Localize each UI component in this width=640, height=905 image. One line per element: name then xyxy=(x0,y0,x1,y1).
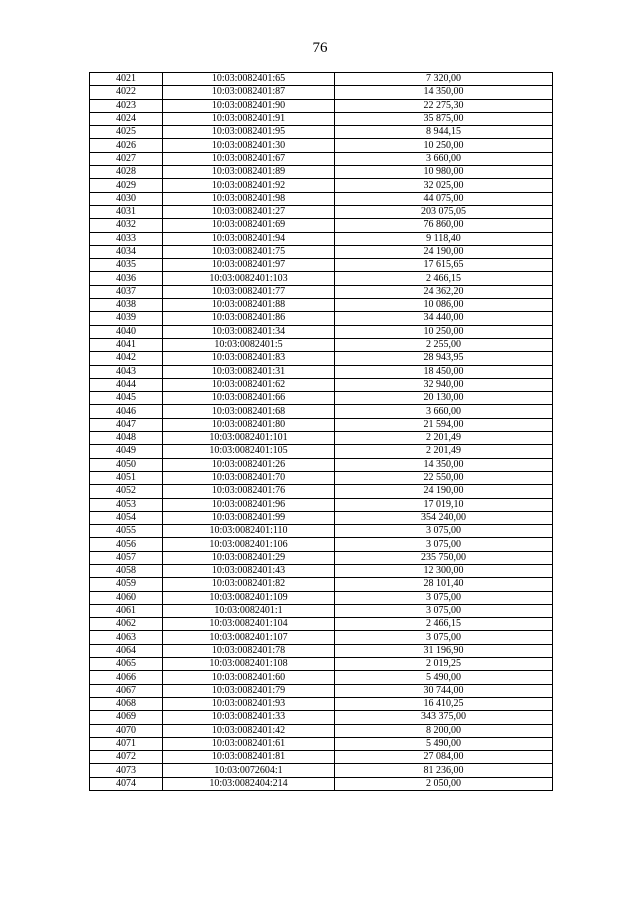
row-number-cell: 4039 xyxy=(90,312,163,325)
table-row xyxy=(90,564,553,577)
cadastral-number-cell: 10:03:0082401:96 xyxy=(163,498,335,511)
row-number-cell: 4031 xyxy=(90,205,163,218)
cadastral-number-cell: 10:03:0082401:43 xyxy=(163,564,335,577)
cadastral-number-cell: 10:03:0082401:106 xyxy=(163,538,335,551)
table-row xyxy=(90,166,553,179)
row-number-cell: 4059 xyxy=(90,578,163,591)
table-row xyxy=(90,671,553,684)
value-cell: 17 019,10 xyxy=(335,498,553,511)
cadastral-number-cell: 10:03:0082401:94 xyxy=(163,232,335,245)
value-cell: 3 075,00 xyxy=(335,525,553,538)
value-cell: 3 075,00 xyxy=(335,591,553,604)
row-number-cell: 4027 xyxy=(90,152,163,165)
table-row xyxy=(90,312,553,325)
cadastral-number-cell: 10:03:0082401:66 xyxy=(163,392,335,405)
table-row xyxy=(90,285,553,298)
value-cell: 34 440,00 xyxy=(335,312,553,325)
row-number-cell: 4051 xyxy=(90,471,163,484)
cadastral-number-cell: 10:03:0082401:75 xyxy=(163,245,335,258)
row-number-cell: 4035 xyxy=(90,259,163,272)
value-cell: 5 490,00 xyxy=(335,737,553,750)
table-row xyxy=(90,73,553,86)
cadastral-number-cell: 10:03:0082401:61 xyxy=(163,737,335,750)
table-row xyxy=(90,498,553,511)
table-row xyxy=(90,684,553,697)
row-number-cell: 4057 xyxy=(90,551,163,564)
row-number-cell: 4047 xyxy=(90,418,163,431)
cadastral-number-cell: 10:03:0082401:95 xyxy=(163,126,335,139)
row-number-cell: 4034 xyxy=(90,245,163,258)
table-row xyxy=(90,471,553,484)
value-cell: 30 744,00 xyxy=(335,684,553,697)
table-row xyxy=(90,245,553,258)
row-number-cell: 4024 xyxy=(90,112,163,125)
table-row xyxy=(90,152,553,165)
table-row xyxy=(90,751,553,764)
value-cell: 3 660,00 xyxy=(335,405,553,418)
value-cell: 3 075,00 xyxy=(335,631,553,644)
cadastral-number-cell: 10:03:0082401:98 xyxy=(163,192,335,205)
table-row xyxy=(90,724,553,737)
value-cell: 2 050,00 xyxy=(335,777,553,790)
cadastral-number-cell: 10:03:0082401:89 xyxy=(163,166,335,179)
table-row xyxy=(90,644,553,657)
cadastral-number-cell: 10:03:0082401:65 xyxy=(163,73,335,86)
row-number-cell: 4023 xyxy=(90,99,163,112)
row-number-cell: 4038 xyxy=(90,299,163,312)
cadastral-number-cell: 10:03:0082401:83 xyxy=(163,352,335,365)
row-number-cell: 4046 xyxy=(90,405,163,418)
table-row xyxy=(90,405,553,418)
cadastral-number-cell: 10:03:0082401:27 xyxy=(163,205,335,218)
table-row xyxy=(90,604,553,617)
table-row xyxy=(90,764,553,777)
cadastral-number-cell: 10:03:0082401:110 xyxy=(163,525,335,538)
value-cell: 8 200,00 xyxy=(335,724,553,737)
cadastral-number-cell: 10:03:0082401:88 xyxy=(163,299,335,312)
row-number-cell: 4052 xyxy=(90,485,163,498)
value-cell: 10 250,00 xyxy=(335,325,553,338)
table-row xyxy=(90,205,553,218)
table-row xyxy=(90,458,553,471)
cadastral-number-cell: 10:03:0082401:109 xyxy=(163,591,335,604)
table-row xyxy=(90,525,553,538)
cadastral-number-cell: 10:03:0082401:33 xyxy=(163,711,335,724)
table-row xyxy=(90,352,553,365)
cadastral-number-cell: 10:03:0082401:30 xyxy=(163,139,335,152)
row-number-cell: 4028 xyxy=(90,166,163,179)
value-cell: 76 860,00 xyxy=(335,219,553,232)
value-cell: 2 466,15 xyxy=(335,272,553,285)
value-cell: 2 201,49 xyxy=(335,432,553,445)
row-number-cell: 4063 xyxy=(90,631,163,644)
row-number-cell: 4072 xyxy=(90,751,163,764)
cadastral-number-cell: 10:03:0072604:1 xyxy=(163,764,335,777)
value-cell: 10 250,00 xyxy=(335,139,553,152)
value-cell: 14 350,00 xyxy=(335,86,553,99)
table-row xyxy=(90,578,553,591)
value-cell: 32 025,00 xyxy=(335,179,553,192)
value-cell: 28 101,40 xyxy=(335,578,553,591)
row-number-cell: 4069 xyxy=(90,711,163,724)
row-number-cell: 4042 xyxy=(90,352,163,365)
row-number-cell: 4073 xyxy=(90,764,163,777)
table-row xyxy=(90,192,553,205)
table-row xyxy=(90,325,553,338)
value-cell: 3 660,00 xyxy=(335,152,553,165)
row-number-cell: 4041 xyxy=(90,338,163,351)
cadastral-number-cell: 10:03:0082401:93 xyxy=(163,697,335,710)
value-cell: 14 350,00 xyxy=(335,458,553,471)
row-number-cell: 4058 xyxy=(90,564,163,577)
cadastral-number-cell: 10:03:0082401:99 xyxy=(163,511,335,524)
table-row xyxy=(90,392,553,405)
table-row xyxy=(90,737,553,750)
table-row xyxy=(90,658,553,671)
row-number-cell: 4074 xyxy=(90,777,163,790)
value-cell: 17 615,65 xyxy=(335,259,553,272)
value-cell: 12 300,00 xyxy=(335,564,553,577)
cadastral-number-cell: 10:03:0082401:81 xyxy=(163,751,335,764)
row-number-cell: 4040 xyxy=(90,325,163,338)
row-number-cell: 4060 xyxy=(90,591,163,604)
table-row xyxy=(90,99,553,112)
value-cell: 24 362,20 xyxy=(335,285,553,298)
row-number-cell: 4025 xyxy=(90,126,163,139)
row-number-cell: 4061 xyxy=(90,604,163,617)
cadastral-number-cell: 10:03:0082401:62 xyxy=(163,378,335,391)
row-number-cell: 4033 xyxy=(90,232,163,245)
value-cell: 24 190,00 xyxy=(335,485,553,498)
value-cell: 2 255,00 xyxy=(335,338,553,351)
row-number-cell: 4054 xyxy=(90,511,163,524)
table-row xyxy=(90,112,553,125)
row-number-cell: 4036 xyxy=(90,272,163,285)
row-number-cell: 4021 xyxy=(90,73,163,86)
table-row xyxy=(90,777,553,790)
page-number: 76 xyxy=(312,40,328,56)
row-number-cell: 4043 xyxy=(90,365,163,378)
cadastral-number-cell: 10:03:0082401:104 xyxy=(163,618,335,631)
value-cell: 9 118,40 xyxy=(335,232,553,245)
table-row xyxy=(90,432,553,445)
cadastral-number-cell: 10:03:0082401:68 xyxy=(163,405,335,418)
table-row xyxy=(90,631,553,644)
value-cell: 31 196,90 xyxy=(335,644,553,657)
cadastral-number-cell: 10:03:0082401:92 xyxy=(163,179,335,192)
register-table-body xyxy=(90,73,553,791)
cadastral-number-cell: 10:03:0082401:87 xyxy=(163,86,335,99)
row-number-cell: 4029 xyxy=(90,179,163,192)
table-row xyxy=(90,219,553,232)
row-number-cell: 4070 xyxy=(90,724,163,737)
row-number-cell: 4053 xyxy=(90,498,163,511)
value-cell: 81 236,00 xyxy=(335,764,553,777)
cadastral-number-cell: 10:03:0082401:86 xyxy=(163,312,335,325)
cadastral-number-cell: 10:03:0082401:34 xyxy=(163,325,335,338)
value-cell: 7 320,00 xyxy=(335,73,553,86)
value-cell: 3 075,00 xyxy=(335,604,553,617)
table-row xyxy=(90,338,553,351)
value-cell: 2 466,15 xyxy=(335,618,553,631)
table-row xyxy=(90,179,553,192)
cadastral-number-cell: 10:03:0082401:82 xyxy=(163,578,335,591)
table-row xyxy=(90,711,553,724)
row-number-cell: 4068 xyxy=(90,697,163,710)
cadastral-number-cell: 10:03:0082401:5 xyxy=(163,338,335,351)
row-number-cell: 4071 xyxy=(90,737,163,750)
value-cell: 44 075,00 xyxy=(335,192,553,205)
value-cell: 18 450,00 xyxy=(335,365,553,378)
cadastral-number-cell: 10:03:0082401:90 xyxy=(163,99,335,112)
value-cell: 27 084,00 xyxy=(335,751,553,764)
table-row xyxy=(90,445,553,458)
cadastral-number-cell: 10:03:0082401:107 xyxy=(163,631,335,644)
value-cell: 354 240,00 xyxy=(335,511,553,524)
cadastral-number-cell: 10:03:0082401:91 xyxy=(163,112,335,125)
value-cell: 16 410,25 xyxy=(335,697,553,710)
value-cell: 8 944,15 xyxy=(335,126,553,139)
cadastral-number-cell: 10:03:0082401:67 xyxy=(163,152,335,165)
table-row xyxy=(90,418,553,431)
value-cell: 22 275,30 xyxy=(335,99,553,112)
table-row xyxy=(90,86,553,99)
register-table xyxy=(89,72,553,791)
table-row xyxy=(90,299,553,312)
value-cell: 22 550,00 xyxy=(335,471,553,484)
cadastral-number-cell: 10:03:0082401:80 xyxy=(163,418,335,431)
row-number-cell: 4026 xyxy=(90,139,163,152)
row-number-cell: 4048 xyxy=(90,432,163,445)
table-row xyxy=(90,126,553,139)
row-number-cell: 4066 xyxy=(90,671,163,684)
table-row xyxy=(90,365,553,378)
row-number-cell: 4030 xyxy=(90,192,163,205)
cadastral-number-cell: 10:03:0082401:76 xyxy=(163,485,335,498)
cadastral-number-cell: 10:03:0082401:29 xyxy=(163,551,335,564)
value-cell: 235 750,00 xyxy=(335,551,553,564)
row-number-cell: 4050 xyxy=(90,458,163,471)
value-cell: 21 594,00 xyxy=(335,418,553,431)
row-number-cell: 4056 xyxy=(90,538,163,551)
value-cell: 343 375,00 xyxy=(335,711,553,724)
table-row xyxy=(90,485,553,498)
cadastral-number-cell: 10:03:0082401:77 xyxy=(163,285,335,298)
row-number-cell: 4064 xyxy=(90,644,163,657)
row-number-cell: 4032 xyxy=(90,219,163,232)
row-number-cell: 4045 xyxy=(90,392,163,405)
table-row xyxy=(90,378,553,391)
table-row xyxy=(90,538,553,551)
cadastral-number-cell: 10:03:0082401:108 xyxy=(163,658,335,671)
cadastral-number-cell: 10:03:0082401:26 xyxy=(163,458,335,471)
table-row xyxy=(90,591,553,604)
cadastral-number-cell: 10:03:0082401:70 xyxy=(163,471,335,484)
row-number-cell: 4022 xyxy=(90,86,163,99)
row-number-cell: 4049 xyxy=(90,445,163,458)
row-number-cell: 4044 xyxy=(90,378,163,391)
table-row xyxy=(90,551,553,564)
cadastral-number-cell: 10:03:0082401:101 xyxy=(163,432,335,445)
value-cell: 2 201,49 xyxy=(335,445,553,458)
cadastral-number-cell: 10:03:0082401:78 xyxy=(163,644,335,657)
cadastral-number-cell: 10:03:0082401:79 xyxy=(163,684,335,697)
value-cell: 3 075,00 xyxy=(335,538,553,551)
cadastral-number-cell: 10:03:0082404:214 xyxy=(163,777,335,790)
row-number-cell: 4062 xyxy=(90,618,163,631)
value-cell: 203 075,05 xyxy=(335,205,553,218)
cadastral-number-cell: 10:03:0082401:1 xyxy=(163,604,335,617)
cadastral-number-cell: 10:03:0082401:97 xyxy=(163,259,335,272)
value-cell: 2 019,25 xyxy=(335,658,553,671)
cadastral-number-cell: 10:03:0082401:105 xyxy=(163,445,335,458)
table-row xyxy=(90,697,553,710)
cadastral-number-cell: 10:03:0082401:60 xyxy=(163,671,335,684)
cadastral-number-cell: 10:03:0082401:69 xyxy=(163,219,335,232)
value-cell: 24 190,00 xyxy=(335,245,553,258)
table-row xyxy=(90,139,553,152)
value-cell: 28 943,95 xyxy=(335,352,553,365)
value-cell: 5 490,00 xyxy=(335,671,553,684)
value-cell: 35 875,00 xyxy=(335,112,553,125)
table-row xyxy=(90,511,553,524)
table-row xyxy=(90,272,553,285)
cadastral-number-cell: 10:03:0082401:31 xyxy=(163,365,335,378)
value-cell: 32 940,00 xyxy=(335,378,553,391)
row-number-cell: 4037 xyxy=(90,285,163,298)
row-number-cell: 4067 xyxy=(90,684,163,697)
table-row xyxy=(90,259,553,272)
cadastral-number-cell: 10:03:0082401:42 xyxy=(163,724,335,737)
value-cell: 10 086,00 xyxy=(335,299,553,312)
row-number-cell: 4065 xyxy=(90,658,163,671)
value-cell: 20 130,00 xyxy=(335,392,553,405)
row-number-cell: 4055 xyxy=(90,525,163,538)
value-cell: 10 980,00 xyxy=(335,166,553,179)
table-row xyxy=(90,618,553,631)
cadastral-number-cell: 10:03:0082401:103 xyxy=(163,272,335,285)
table-row xyxy=(90,232,553,245)
